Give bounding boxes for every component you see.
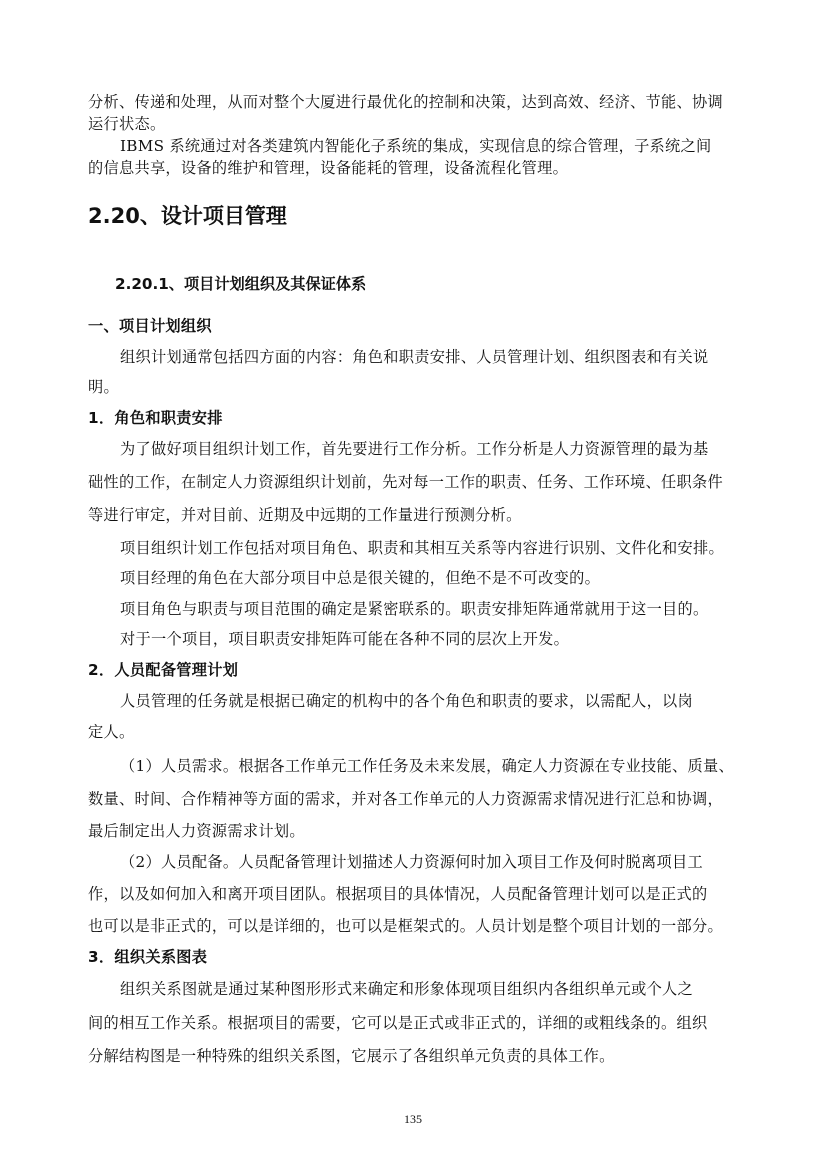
body-line: 作，以及如何加入和离开项目团队。根据项目的具体情况，人员配备管理计划可以是正式的: [88, 885, 708, 903]
subsection-heading: 2.20.1、项目计划组织及其保证体系: [115, 275, 367, 293]
body-line: 等进行审定，并对目前、近期及中远期的工作量进行预测分析。: [88, 506, 522, 524]
body-line: 项目经理的角色在大部分项目中总是很关键的，但绝不是不可改变的。: [120, 569, 601, 587]
body-line: 也可以是非正式的，可以是详细的，也可以是框架式的。人员计划是整个项目计划的一部分。: [88, 917, 723, 935]
body-line: 对于一个项目，项目职责安排矩阵可能在各种不同的层次上开发。: [120, 630, 570, 648]
body-line: 人员管理的任务就是根据已确定的机构中的各个角色和职责的要求，以需配人，以岗: [120, 692, 694, 710]
body-line: 分析、传递和处理，从而对整个大厦进行最优化的控制和决策，达到高效、经济、节能、协调: [88, 93, 723, 111]
part-heading: 一、项目计划组织: [88, 317, 212, 335]
body-line: IBMS 系统通过对各类建筑内智能化子系统的集成，实现信息的综合管理，子系统之间: [120, 137, 712, 155]
item-heading: 3．组织关系图表: [88, 948, 208, 966]
body-line: 组织计划通常包括四方面的内容：角色和职责安排、人员管理计划、组织图表和有关说: [120, 348, 709, 366]
body-line: （1）人员需求。根据各工作单元工作任务及未来发展，确定人力资源在专业技能、质量、: [120, 757, 734, 775]
item-heading: 2．人员配备管理计划: [88, 661, 239, 679]
body-line: （2）人员配备。人员配备管理计划描述人力资源何时加入项目工作及何时脱离项目工: [120, 853, 703, 871]
body-line: 分解结构图是一种特殊的组织关系图，它展示了各组织单元负责的具体工作。: [88, 1047, 615, 1065]
page-number: 135: [404, 1112, 422, 1126]
body-line: 项目角色与职责与项目范围的确定是紧密联系的。职责安排矩阵通常就用于这一目的。: [120, 600, 709, 618]
body-line: 明。: [88, 378, 119, 396]
body-line: 定人。: [88, 723, 135, 741]
item-heading: 1．角色和职责安排: [88, 409, 223, 427]
body-line: 组织关系图就是通过某种图形形式来确定和形象体现项目组织内各组织单元或个人之: [120, 980, 694, 998]
body-line: 数量、时间、合作精神等方面的需求，并对各工作单元的人力资源需求情况进行汇总和协调，: [88, 790, 723, 808]
body-line: 为了做好项目组织计划工作，首先要进行工作分析。工作分析是人力资源管理的最为基: [120, 440, 709, 458]
body-line: 运行状态。: [88, 115, 166, 133]
body-line: 项目组织计划工作包括对项目角色、职责和其相互关系等内容进行识别、文件化和安排。: [120, 539, 725, 557]
section-heading: 2.20、设计项目管理: [88, 204, 287, 228]
body-line: 最后制定出人力资源需求计划。: [88, 822, 305, 840]
body-line: 础性的工作，在制定人力资源组织计划前，先对每一工作的职责、任务、工作环境、任职条件: [88, 473, 723, 491]
body-line: 间的相互工作关系。根据项目的需要，它可以是正式或非正式的，详细的或粗线条的。组织: [88, 1014, 708, 1032]
body-line: 的信息共享，设备的维护和管理，设备能耗的管理，设备流程化管理。: [88, 159, 569, 177]
